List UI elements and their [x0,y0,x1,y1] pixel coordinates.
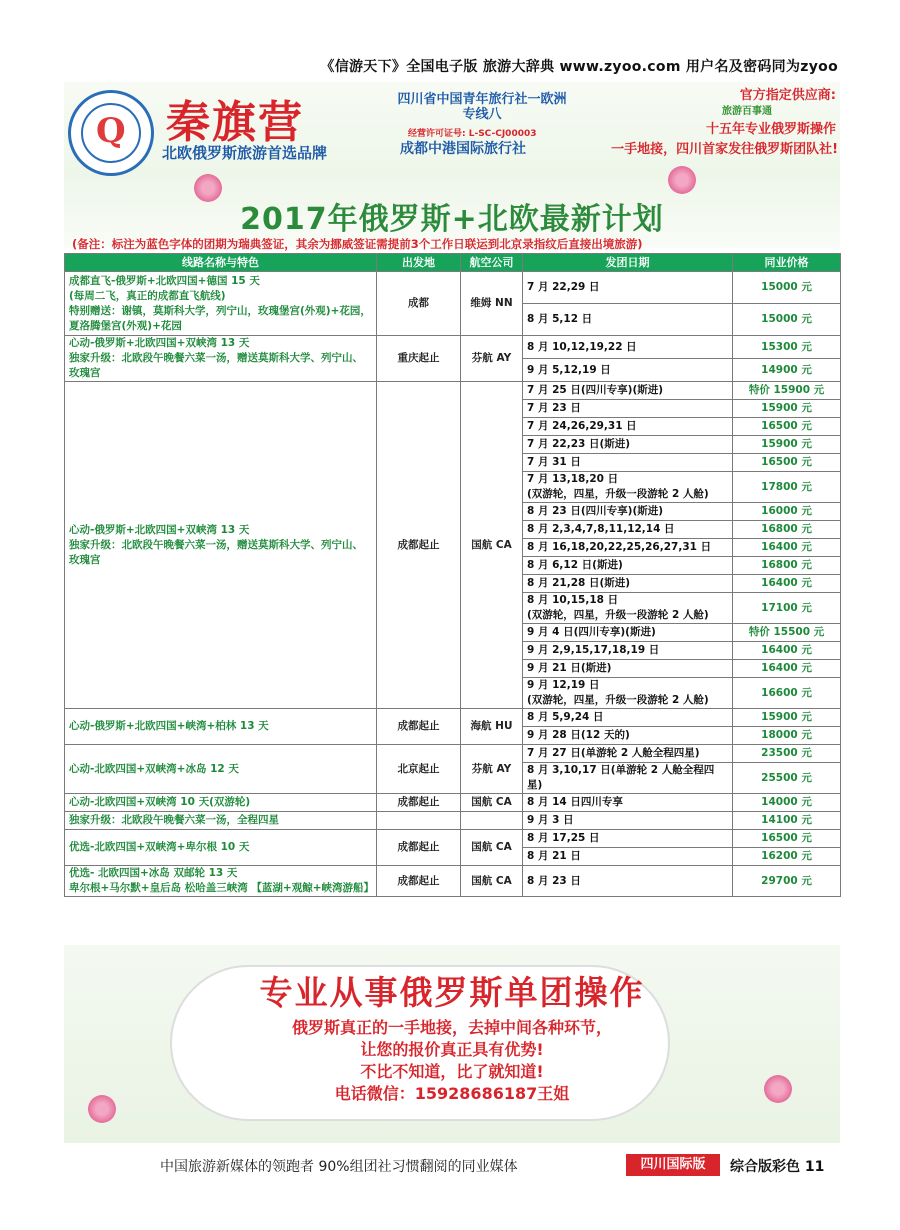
date-cell: 8 月 17,25 日 [523,830,733,848]
airline-cell: 国航 CA [461,382,523,709]
price-cell: 14000 元 [733,794,841,812]
price-cell: 16500 元 [733,418,841,436]
price-cell: 16200 元 [733,848,841,866]
departure-cell: 成都起止 [377,866,461,897]
date-cell: 8 月 14 日四川专享 [523,794,733,812]
table-row [65,336,841,359]
table-header-row [65,254,841,272]
airline-cell: 国航 CA [461,830,523,866]
route-cell: 心动-俄罗斯+北欧四国+双峡湾 13 天 独家升级：北欧段午晚餐六菜一汤，赠送莫斯科大学、列宁山、玫瑰宫 [65,382,377,709]
bottom-margin [0,1180,900,1230]
price-cell: 特价 15900 元 [733,382,841,400]
date-cell: 9 月 2,9,15,17,18,19 日 [523,642,733,660]
date-cell: 7 月 24,26,29,31 日 [523,418,733,436]
airline-cell: 维姆 NN [461,272,523,336]
table-row [65,272,841,304]
price-cell: 25500 元 [733,763,841,794]
license-number: 经营许可证号: L-SC-CJ00003 [408,129,537,139]
table-row [65,866,841,897]
footer [0,1152,900,1178]
date-cell: 7 月 13,18,20 日 (双游轮，四星，升级一段游轮 2 人舱) [523,472,733,503]
price-cell: 15900 元 [733,400,841,418]
date-cell: 7 月 31 日 [523,454,733,472]
route-cell: 优选- 北欧四国+冰岛 双邮轮 13 天 卑尔根+马尔默+皇后岛 松哈盖三峡湾 【蓝湖+观鲸+峡湾游船】 [65,866,377,897]
brand-logo [68,90,154,176]
airline-cell: 海航 HU [461,709,523,745]
date-cell: 9 月 4 日(四川专享)(斯进) [523,624,733,642]
footer-badge: 四川国际版 [626,1154,720,1176]
flower-decoration [668,166,696,194]
date-cell: 9 月 21 日(斯进) [523,660,733,678]
price-cell: 17800 元 [733,472,841,503]
date-cell: 8 月 3,10,17 日(单游轮 2 人舱全程四星) [523,763,733,794]
date-cell: 8 月 21,28 日(斯进) [523,575,733,593]
price-cell: 16800 元 [733,557,841,575]
departure-cell: 成都 [377,272,461,336]
price-cell: 29700 元 [733,866,841,897]
header-airline: 航空公司 [461,254,523,272]
departure-cell [377,812,461,830]
price-cell: 16600 元 [733,678,841,709]
brand-name: 秦旗营 [166,97,304,148]
price-cell: 14900 元 [733,359,841,382]
footer-slogan: 中国旅游新媒体的领跑者 90%组团社习惯翻阅的同业媒体 [160,1159,518,1175]
airline-cell: 国航 CA [461,866,523,897]
price-cell: 15900 元 [733,709,841,727]
supplier-title: 官方指定供应商: [739,88,836,103]
table-row [65,745,841,763]
headline: 2017年俄罗斯+北欧最新计划 [240,202,664,237]
date-cell: 7 月 23 日 [523,400,733,418]
date-cell: 8 月 10,15,18 日 (双游轮，四星，升级一段游轮 2 人舱) [523,593,733,624]
top-bar [0,0,900,80]
promo-line-3: 不比不知道，比了就知道! [360,1062,544,1081]
airline-cell: 国航 CA [461,794,523,812]
price-cell: 16400 元 [733,660,841,678]
price-cell: 特价 15500 元 [733,624,841,642]
date-cell: 8 月 21 日 [523,848,733,866]
airline-cell [461,812,523,830]
header-route: 线路名称与特色 [65,254,377,272]
price-cell: 16500 元 [733,830,841,848]
price-cell: 14100 元 [733,812,841,830]
supplier-line-1: 十五年专业俄罗斯操作 [705,122,836,137]
departure-cell: 成都起止 [377,794,461,812]
date-cell: 8 月 6,12 日(斯进) [523,557,733,575]
price-cell: 16400 元 [733,539,841,557]
supplier-logo: 旅游百事通 [722,106,772,117]
route-cell: 心动-俄罗斯+北欧四国+双峡湾 13 天 独家升级：北欧段午晚餐六菜一汤，赠送莫斯科大学、列宁山、玫瑰宫 [65,336,377,382]
airline-cell: 芬航 AY [461,745,523,794]
route-cell: 独家升级：北欧段午晚餐六菜一汤，全程四星 [65,812,377,830]
date-cell: 9 月 5,12,19 日 [523,359,733,382]
price-cell: 16000 元 [733,503,841,521]
table-row [65,709,841,727]
agency-name-2: 成都中港国际旅行社 [400,141,526,157]
promo-title: 专业从事俄罗斯单团操作 [259,973,645,1012]
date-cell: 8 月 5,9,24 日 [523,709,733,727]
supplier-line-2: 一手地接，四川首家发往俄罗斯团队社! [611,142,838,157]
top-bar-text: 《信游天下》全国电子版 旅游大辞典 www.zyoo.com 用户名及密码同为zyoo [320,59,838,75]
header-price: 同业价格 [733,254,841,272]
footer-page-info: 综合版彩色 11 [730,1159,825,1175]
price-cell: 23500 元 [733,745,841,763]
date-cell: 8 月 2,3,4,7,8,11,12,14 日 [523,521,733,539]
date-cell: 9 月 3 日 [523,812,733,830]
promo-phone: 电话微信：15928686187王姐 [334,1084,570,1103]
table-row [65,830,841,848]
route-cell: 心动-俄罗斯+北欧四国+峡湾+柏林 13 天 [65,709,377,745]
date-cell: 8 月 16,18,20,22,25,26,27,31 日 [523,539,733,557]
price-cell: 16400 元 [733,642,841,660]
table-body [65,272,841,897]
route-cell: 成都直飞-俄罗斯+北欧四国+德国 15 天 (每周二飞，真正的成都直飞航线) 特别赠送：谢镇，莫斯科大学，列宁山，玫瑰堡宫(外观)+花园，夏洛腾堡宫(外观)+花园 [65,272,377,336]
table-row [65,812,841,830]
promo-banner [64,945,840,1143]
tour-schedule-table [64,253,841,897]
date-cell: 8 月 23 日(四川专享)(斯进) [523,503,733,521]
date-cell: 8 月 10,12,19,22 日 [523,336,733,359]
date-cell: 9 月 28 日(12 天的) [523,727,733,745]
price-cell: 15300 元 [733,336,841,359]
departure-cell: 重庆起止 [377,336,461,382]
date-cell: 8 月 23 日 [523,866,733,897]
remark-note: (备注：标注为蓝色字体的团期为瑞典签证，其余为挪威签证需提前3个工作日联运到北京录指纹后直接出境旅游) [72,237,643,251]
price-cell: 17100 元 [733,593,841,624]
price-cell: 15000 元 [733,272,841,304]
route-cell: 心动-北欧四国+双峡湾 10 天(双游轮) [65,794,377,812]
airline-cell: 芬航 AY [461,336,523,382]
route-cell: 优选-北欧四国+双峡湾+卑尔根 10 天 [65,830,377,866]
header-departure: 出发地 [377,254,461,272]
price-cell: 16500 元 [733,454,841,472]
header-banner [64,82,840,248]
brand-subtitle: 北欧俄罗斯旅游首选品牌 [162,144,328,162]
promo-line-1: 俄罗斯真正的一手地接，去掉中间各种环节， [291,1018,612,1037]
price-cell: 15900 元 [733,436,841,454]
route-cell: 心动-北欧四国+双峡湾+冰岛 12 天 [65,745,377,794]
promo-line-2: 让您的报价真正具有优势! [360,1040,544,1059]
date-cell: 7 月 22,23 日(斯进) [523,436,733,454]
departure-cell: 成都起止 [377,830,461,866]
price-cell: 16800 元 [733,521,841,539]
header-date: 发团日期 [523,254,733,272]
date-cell: 8 月 5,12 日 [523,304,733,336]
agency-name-1: 四川省中国青年旅行社一欧洲专线八 [397,92,567,122]
date-cell: 7 月 25 日(四川专享)(斯进) [523,382,733,400]
table-row [65,382,841,400]
date-cell: 7 月 22,29 日 [523,272,733,304]
price-cell: 18000 元 [733,727,841,745]
table-row [65,794,841,812]
date-cell: 9 月 12,19 日 (双游轮，四星，升级一段游轮 2 人舱) [523,678,733,709]
departure-cell: 成都起止 [377,709,461,745]
departure-cell: 成都起止 [377,382,461,709]
date-cell: 7 月 27 日(单游轮 2 人舱全程四星) [523,745,733,763]
price-cell: 15000 元 [733,304,841,336]
departure-cell: 北京起止 [377,745,461,794]
price-cell: 16400 元 [733,575,841,593]
